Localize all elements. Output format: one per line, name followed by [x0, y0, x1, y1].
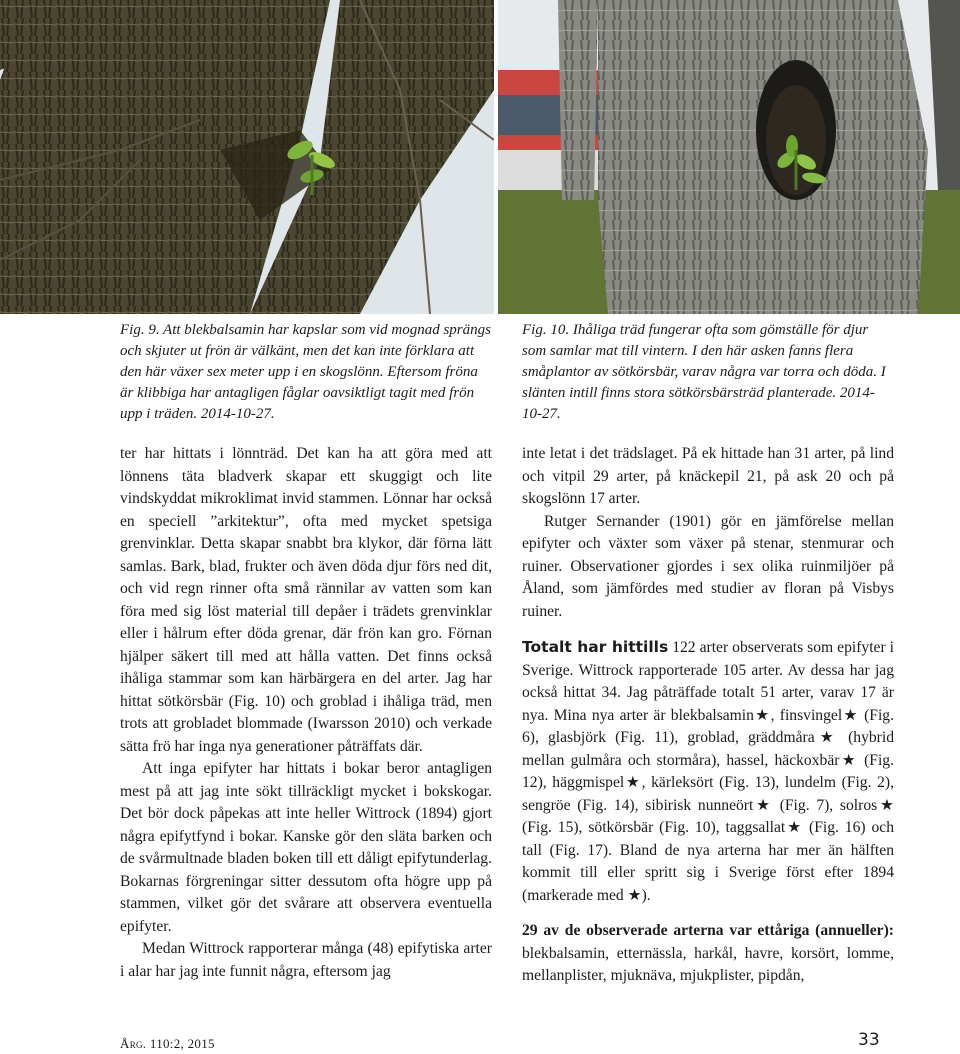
maple-tree-image [0, 0, 494, 314]
paragraph [522, 636, 894, 907]
figure-10-photo [498, 0, 960, 314]
paragraph: Rutger Sernander (1901) gör en jämförelse mellan epifyter och växter som växer på stenar, stenmurar och ruiner. Observationer gjordes i sex olika ruinmiljöer på Åland, som jämfördes med studier av floran på Visbys ruiner. [522, 512, 894, 620]
figure-9-caption: Fig. 9. Att blekbalsamin har kapslar som vid mognad sprängs och skjuter ut frön är välkänt, men det kan inte förklara att den här växer sex meter upp i en skogslönn. Eftersom fröna är klibbiga har antagligen fåglar oavsiktligt tagit med frön upp i träden. 2014-10-27. [120, 322, 491, 422]
paragraph-text: blekbalsamin, etternässla, harkål, havre, korsört, lomme, mellanplister, mjuknäva, mjukplister, pipdån, [522, 944, 894, 984]
paragraph-text: 122 arter observerats som epifyter i Sverige. Wittrock rapporterade 105 arter. Av dessa har jag också hittat 34. Jag påträffade totalt 51 arter, varav 17 är nya. Mina nya arter är blekbalsamin★, finsvingel★ (Fig. 6), glasbjörk (Fig. 11), groblad, gräddmåra★ (hybrid mellan gulmåra och stormåra), hassel, häckoxbär★ (Fig. 12), häggmispel★, kärleksört (Fig. 13), lundelm (Fig. 2), sengröe (Fig. 14), sibirisk nunneört★ (Fig. 7), solros★ (Fig. 15), sötkörsbär (Fig. 10), taggsallat★ (Fig. 16) och tall (Fig. 17). Bland de nya arterna har mer än hälften kommit till eller spritt sig i Sverige först efter 1894 (markerade med ★). [522, 639, 894, 904]
paragraph: Medan Wittrock rapporterar många (48) epifytiska arter i alar har jag inte funnit några, eftersom jag [120, 940, 492, 980]
section-lead: Totalt har hittills [522, 638, 669, 656]
left-text-column [120, 443, 492, 983]
page-number: 33 [858, 1030, 880, 1050]
paragraph: Att inga epifyter har hittats i bokar beror antagligen mest på att jag inte sökt tillräckligt mycket i bokskogar. Det bör dock påpekas att inte heller Wittrock (1894) gjort några epifytfynd i bokar. Kanske gör den släta barken och de svårmultnade bladen boken till ett dåligt epifytunderlag. Bokarnas förgreningar sitter dessutom ofta högre upp på stammen, vilket gör det svårare att observera eventuella epifyter. [120, 760, 492, 935]
paragraph: ter har hittats i lönnträd. Det kan ha att göra med att lönnens täta bladverk skapar ett skuggigt och lite vindskyddat mikroklimat invid stammen. Lönnar har också en speciell ”arkitektur”, ofta med mycket spetsiga grenvinklar. Detta skapar snabbt bra klykor, där förna lätt samlas. Bark, blad, frukter och även döda djur förs ned dit, och vid regn rinner ofta små rännilar av vatten som kan föra med sig löst material till depåer i trädets grenvinklar eller i hålrum efter döda grenar, där frön kan gro. Förnan hjälper säkert till med att hålla vatten. Det finns också ihåliga stammar som kan härbärgera en del arter. Jag har hittat sötkörsbär (Fig. 10) och groblad i ihåliga träd, men trots att grobladet blommade (Iwarsson 2010) och verkade sätta frö har inga nya generationer påträffats där. [120, 445, 492, 755]
section-lead: 29 av de observerade arterna var ettåriga (annueller): [522, 922, 894, 939]
paragraph: inte letat i det trädslaget. På ek hittade han 31 arter, på lind och vitpil 29 arter, på knäckepil 21, på ask 20 och på skogslönn 17 arter. [522, 445, 894, 507]
paragraph [522, 920, 894, 988]
figure-10-caption: Fig. 10. Ihåliga träd fungerar ofta som gömställe för djur som samlar mat till vintern. I den här asken fanns flera småplantor av sötkörsbär, varav några var torra och döda. I slänten intill finns stora sötkörsbärsträd planterade. 2014-10-27. [522, 322, 886, 422]
hollow-ash-image [498, 0, 960, 314]
journal-issue: Årg. 110:2, 2015 [120, 1036, 215, 1051]
figure-9-photo [0, 0, 494, 314]
right-text-column [522, 443, 894, 988]
